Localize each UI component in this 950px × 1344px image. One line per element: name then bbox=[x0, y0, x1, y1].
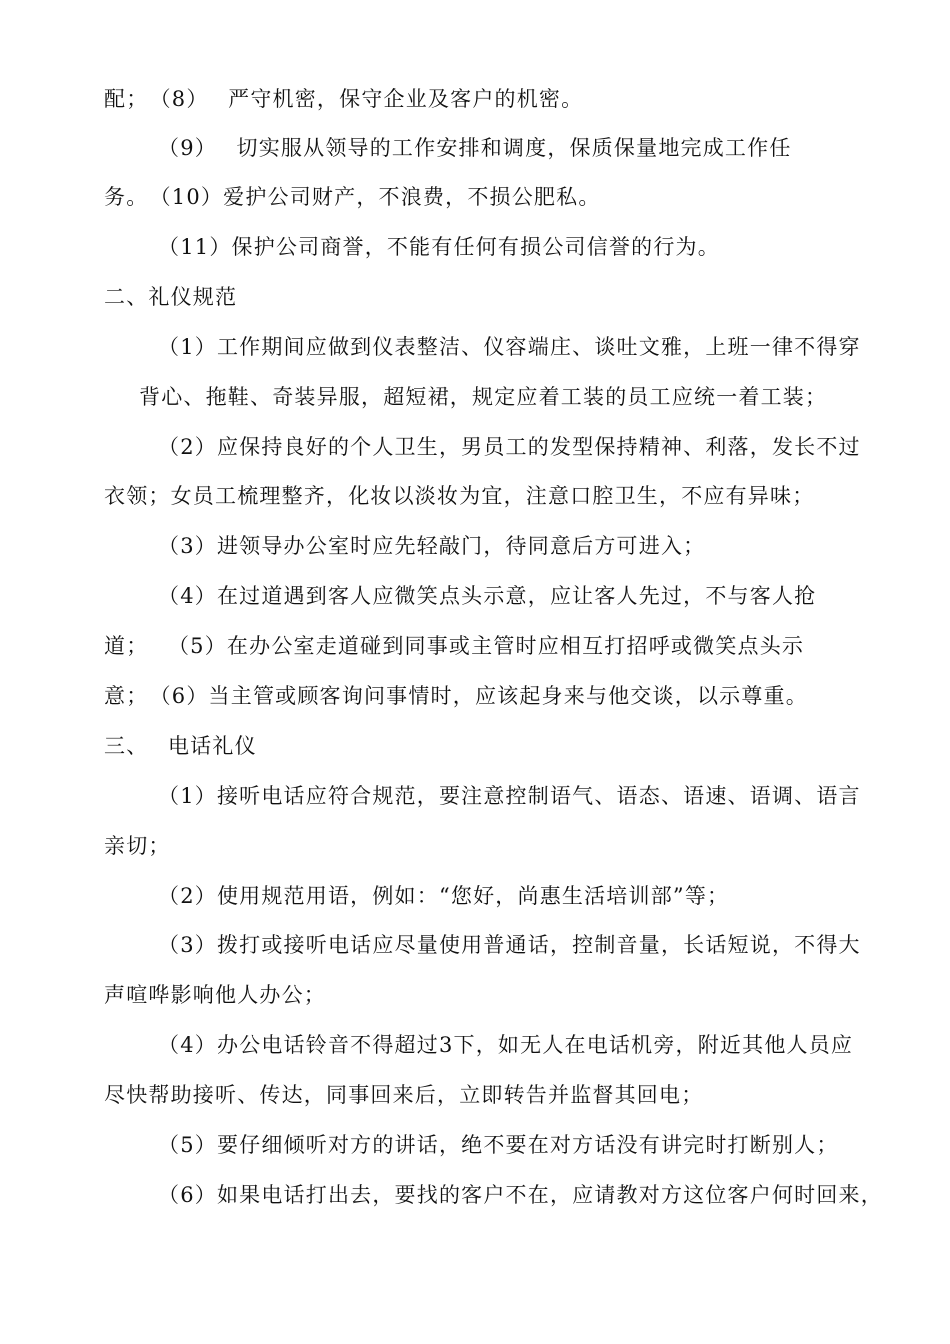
text-line: 背心、拖鞋、奇装异服，超短裙，规定应着工装的员工应统一着工装； bbox=[139, 385, 828, 409]
text-line: 道； （5）在办公室走道碰到同事或主管时应相互打招呼或微笑点头示 bbox=[104, 634, 805, 658]
text-line: （9） 切实服从领导的工作安排和调度，保质保量地完成工作任 bbox=[158, 136, 792, 160]
text-line: 务。 （10）爱护公司财产，不浪费，不损公肥私。 bbox=[104, 185, 601, 209]
text-line: 亲切； bbox=[104, 834, 171, 858]
text-line: （4）在过道遇到客人应微笑点头示意，应让客人先过，不与客人抢 bbox=[158, 584, 817, 608]
text-line: （1）接听电话应符合规范，要注意控制语气、语态、语速、语调、语言 bbox=[158, 784, 861, 808]
text-line: （4）办公电话铃音不得超过3下，如无人在电话机旁，附近其他人员应 bbox=[158, 1033, 854, 1057]
text-line: （2）应保持良好的个人卫生，男员工的发型保持精神、利落，发长不过 bbox=[158, 435, 861, 459]
text-line: 衣领；女员工梳理整齐，化妆以淡妆为宜，注意口腔卫生，不应有异味； bbox=[104, 484, 815, 508]
text-line: （1）工作期间应做到仪表整洁、仪容端庄、谈吐文雅，上班一律不得穿 bbox=[158, 335, 861, 359]
text-line: （3）进领导办公室时应先轻敲门，待同意后方可进入； bbox=[158, 534, 706, 558]
text-line: 声喧哗影响他人办公； bbox=[104, 983, 326, 1007]
text-line: 配； （8） 严守机密，保守企业及客户的机密。 bbox=[104, 87, 584, 111]
text-line: （5）要仔细倾听对方的讲话，绝不要在对方话没有讲完时打断别人； bbox=[158, 1133, 839, 1157]
section-heading: 二、礼仪规范 bbox=[104, 285, 238, 309]
section-heading: 三、 电话礼仪 bbox=[104, 734, 257, 758]
text-line: 尽快帮助接听、传达，同事回来后，立即转告并监督其回电； bbox=[104, 1083, 704, 1107]
text-line: （11）保护公司商誉，不能有任何有损公司信誉的行为。 bbox=[158, 235, 720, 259]
text-line: 意； （6）当主管或顾客询问事情时，应该起身来与他交谈，以示尊重。 bbox=[104, 684, 808, 708]
text-line: （2）使用规范用语，例如：“您好，尚惠生活培训部”等； bbox=[158, 884, 730, 908]
text-line: （6）如果电话打出去，要找的客户不在，应请教对方这位客户何时回来， bbox=[158, 1183, 883, 1207]
text-line: （3）拨打或接听电话应尽量使用普通话，控制音量，长话短说，不得大 bbox=[158, 933, 861, 957]
